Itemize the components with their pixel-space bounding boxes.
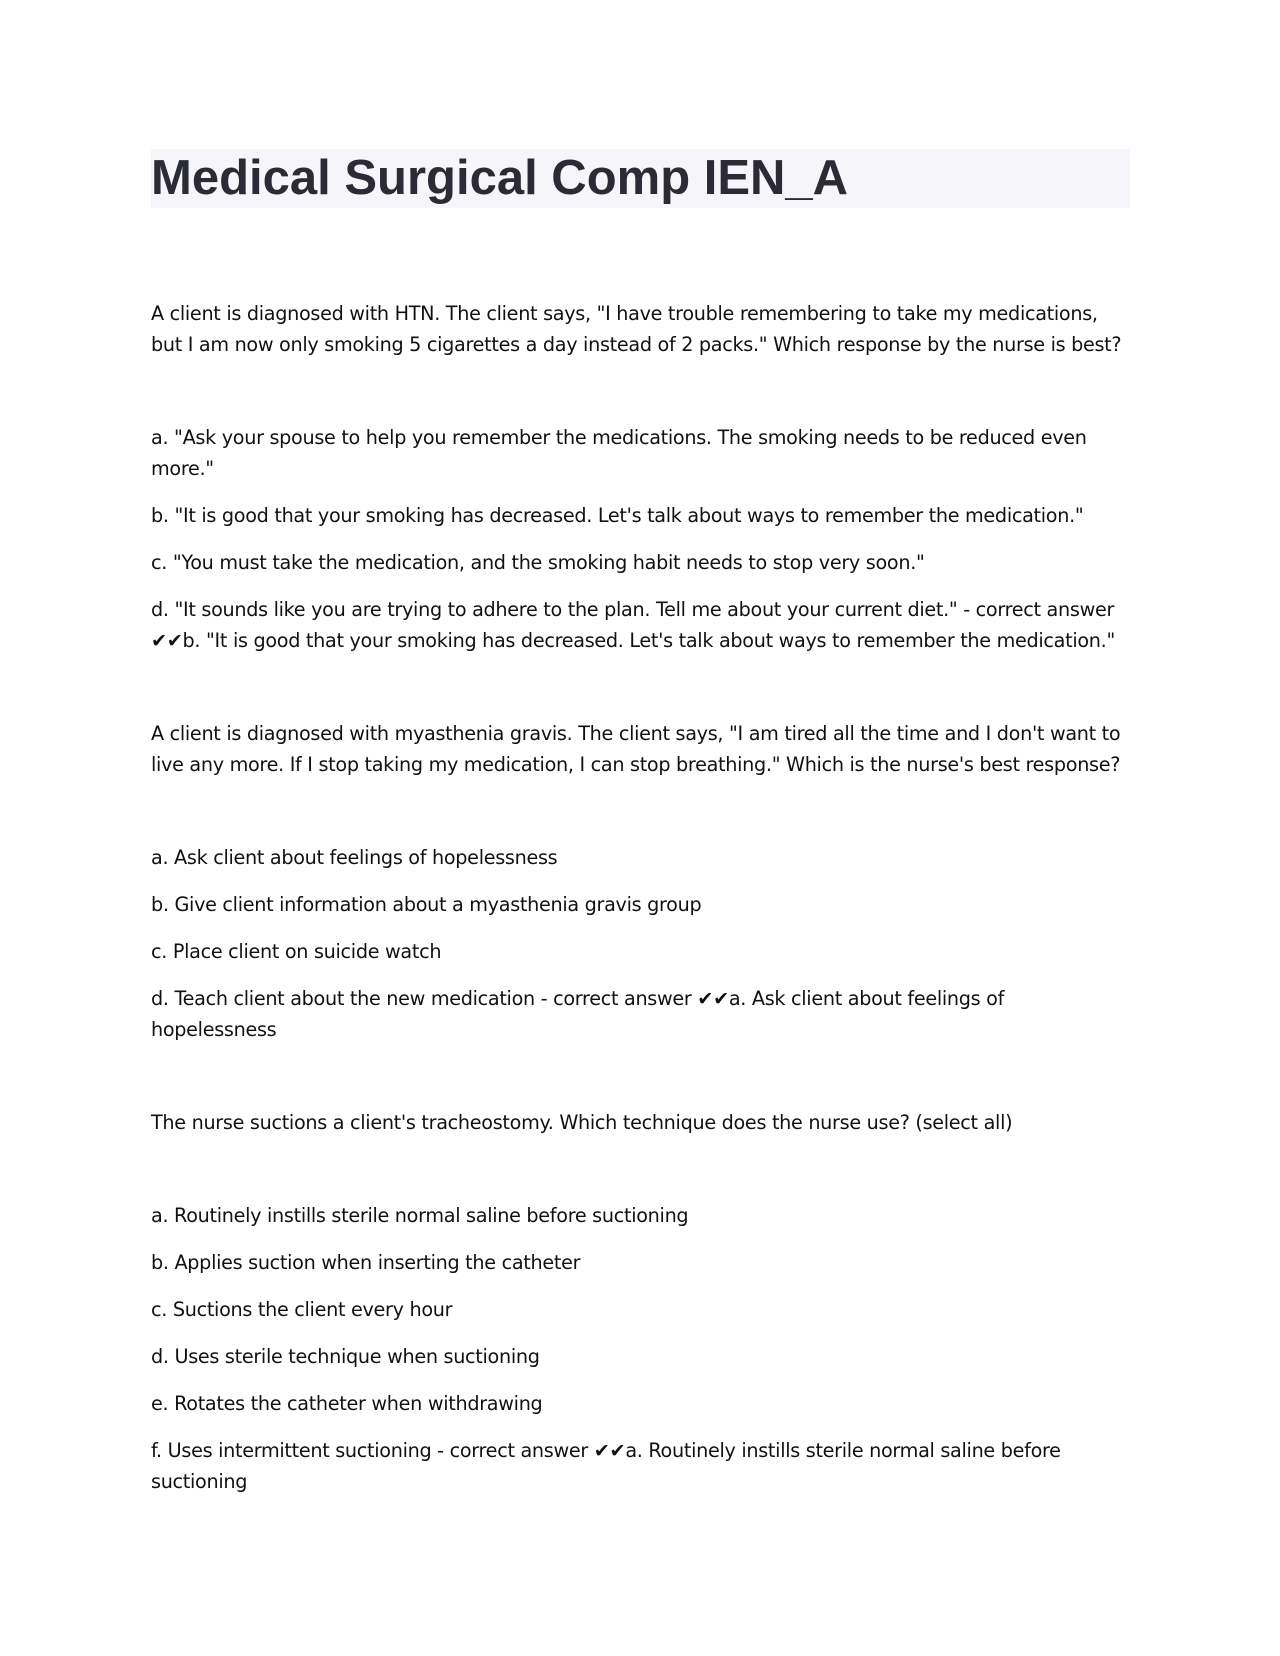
answer-options <box>151 422 1130 656</box>
option-b: b. "It is good that your smoking has decreased. Let's talk about ways to remember the medication." <box>151 504 1084 527</box>
question-1 <box>151 298 1130 656</box>
option-c: c. Suctions the client every hour <box>151 1298 453 1321</box>
option-e: e. Rotates the catheter when withdrawing <box>151 1392 543 1415</box>
option-b: b. Give client information about a myasthenia gravis group <box>151 893 702 916</box>
question-stem: A client is diagnosed with myasthenia gravis. The client says, "I am tired all the time and I don't want to live any more. If I stop taking my medication, I can stop breathing." Which is the nurse's best response? <box>151 722 1121 776</box>
option-b: b. Applies suction when inserting the catheter <box>151 1251 581 1274</box>
option-c: c. "You must take the medication, and the smoking habit needs to stop very soon." <box>151 551 925 574</box>
option-a: a. "Ask your spouse to help you remember the medications. The smoking needs to be reduced even more." <box>151 426 1087 480</box>
option-d: d. Uses sterile technique when suctioning <box>151 1345 540 1368</box>
answer-options <box>151 1200 1130 1497</box>
answer-options <box>151 842 1130 1045</box>
question-2 <box>151 718 1130 1045</box>
option-d-with-answer: d. Teach client about the new medication - correct answer ✔✔a. Ask client about feelings of hopelessness <box>151 987 1005 1041</box>
option-f-with-answer: f. Uses intermittent suctioning - correct answer ✔✔a. Routinely instills sterile normal saline before suctioning <box>151 1439 1061 1493</box>
option-a: a. Routinely instills sterile normal saline before suctioning <box>151 1204 689 1227</box>
title-banner <box>151 149 1130 208</box>
document-title: Medical Surgical Comp IEN_A <box>151 151 849 205</box>
option-d-with-answer: d. "It sounds like you are trying to adhere to the plan. Tell me about your current diet." - correct answer ✔✔b. "It is good that your smoking has decreased. Let's talk about ways to remember the medication." <box>151 598 1115 652</box>
option-c: c. Place client on suicide watch <box>151 940 442 963</box>
document-page <box>151 149 1130 1497</box>
question-stem: The nurse suctions a client's tracheostomy. Which technique does the nurse use? (select all) <box>151 1111 1013 1134</box>
question-stem: A client is diagnosed with HTN. The client says, "I have trouble remembering to take my medications, but I am now only smoking 5 cigarettes a day instead of 2 packs." Which response by the nurse is best? <box>151 302 1122 356</box>
option-a: a. Ask client about feelings of hopelessness <box>151 846 558 869</box>
question-3 <box>151 1107 1130 1497</box>
